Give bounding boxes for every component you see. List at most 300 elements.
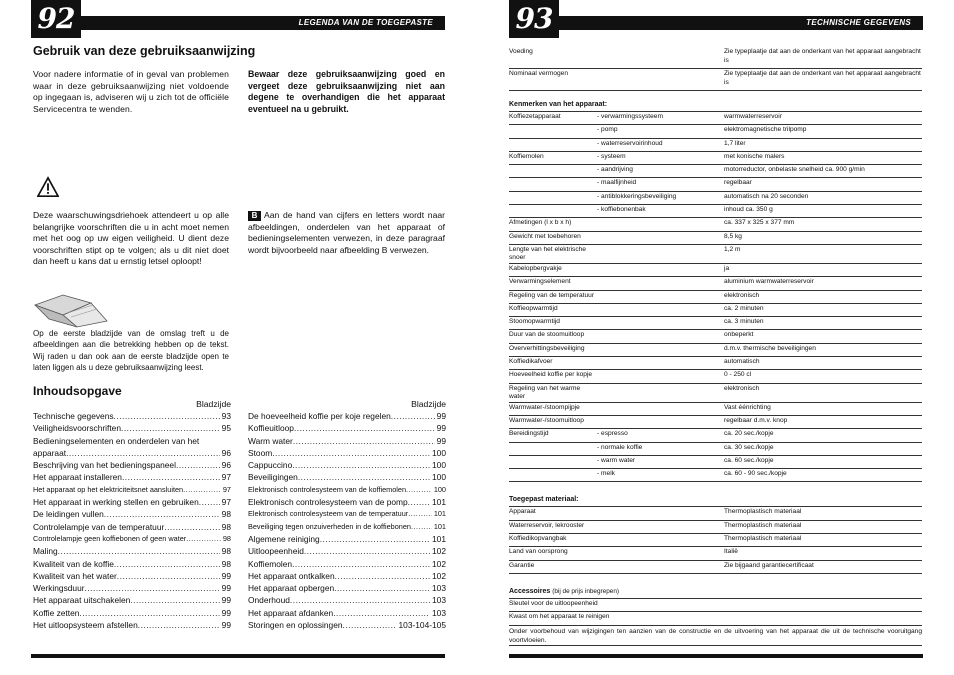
toc-entry-title: Beveiligingen [248, 472, 298, 483]
toc-leader-dots [290, 594, 430, 606]
spec-value: inhoud ca. 350 g [724, 206, 773, 214]
spec-label [509, 444, 597, 455]
spec-label [509, 126, 597, 137]
toc-entry-title: De leidingen vullen [33, 509, 104, 520]
toc-leader-dots [66, 447, 220, 459]
toc-entry-title: Kwaliteit van de koffie [33, 558, 114, 569]
spec-label: Warmwater-/stoomuitloop [509, 416, 584, 424]
accessories-title [509, 574, 922, 599]
toc-entry-title: Beveiliging tegen onzuiverheden in de koffiebonen [248, 521, 411, 531]
toc-entry-page: 95 [221, 423, 231, 434]
toc-entry-page: 101 [433, 509, 446, 519]
spec-value: Thermoplastisch materiaal [724, 508, 802, 516]
accessory-item: Sleutel voor de uitloopeenheid [509, 599, 598, 607]
spec-sublabel [597, 318, 724, 329]
spec-label: Gewicht met toebehoren [509, 232, 581, 240]
spec-value: automatisch [724, 358, 760, 366]
toc-entry-title: Het apparaat op het elektriciteitsnet aansluiten [33, 484, 184, 494]
toc-entry-title: Elektronisch controlesysteem van de koffiemolen [248, 484, 407, 494]
toc-entry-title: Controlelampje geen koffiebonen of geen water [33, 533, 187, 543]
toc-entry [33, 471, 231, 483]
spec-value: 0 - 250 cl [724, 371, 752, 379]
spec-row [509, 232, 922, 245]
accessory-item: Kwast om het apparaat te reinigen [509, 613, 610, 621]
toc-entry-page: 98 [221, 558, 231, 569]
toc-leader-dots [320, 533, 430, 545]
spec-label: Regeling van de temperatuur [509, 291, 595, 299]
toc-leader-dots [304, 545, 430, 557]
toc-entry [248, 558, 446, 570]
spec-sublabel: - maalfijnheid [597, 179, 637, 187]
toc-leader-dots [343, 619, 397, 631]
toc-entry-page: 103 [432, 595, 446, 606]
toc-leader-dots [292, 558, 430, 570]
accessories-note: (bij de prijs inbegrepen) [552, 587, 620, 595]
spec-value: motorreductor, onbelaste snelheid ca. 900 g/min [724, 166, 865, 174]
toc-leader-dots [114, 558, 220, 570]
spec-row [509, 277, 922, 290]
toc-entry-page: 98 [221, 521, 231, 532]
spec-value: d.m.v. thermische beveiligingen [724, 344, 816, 352]
spec-row [509, 561, 922, 574]
spec-row [509, 330, 922, 343]
spec-sublabel: - koffiebonenbak [597, 206, 646, 214]
intro-paragraph: Voor nadere informatie of in geval van problemen waar in deze gebruiksaanwijzing niet voldoende op ingegaan is, adviseren wij u zich tot de officiële Servicecentra te wenden. [33, 69, 229, 114]
toc-leader-dots [199, 496, 220, 508]
toc-entry-title: De hoeveelheid koffie per koje regelen [248, 411, 391, 421]
spec-row [509, 370, 922, 383]
toc-entry [248, 447, 446, 459]
accessory-row [509, 612, 922, 625]
toc-leader-dots [104, 508, 220, 520]
toc-entry-page: 99 [436, 423, 446, 434]
toc-entry-title: Het apparaat in werking stellen en gebruiken [33, 497, 199, 508]
spec-label: Koffiedikopvangbak [509, 535, 567, 543]
spec-row [509, 152, 922, 165]
toc-leader-dots [391, 410, 435, 422]
accessories-heading: Accessoires [509, 587, 551, 595]
toc-entry-title: Controlelampje van de temperatuur [33, 521, 165, 532]
spec-value: 1,2 m [724, 245, 741, 253]
spec-row [509, 403, 922, 416]
toc-leader-dots [117, 570, 220, 582]
spec-row [509, 384, 922, 403]
spec-row [509, 534, 922, 547]
toc-leader-dots [85, 582, 220, 594]
toc-entry [248, 582, 446, 594]
toc-entry-page: 101 [433, 521, 446, 531]
spec-label [509, 193, 597, 204]
toc-entry-title: Koffiemolen [248, 558, 293, 569]
spec-label: Koffiemolen [509, 152, 544, 160]
spec-label: Warmwater-/stoompijpje [509, 403, 580, 411]
spec-value: Vast éénrichting [724, 403, 771, 411]
toc-entry-page: 96 [221, 447, 231, 458]
spec-sublabel [597, 358, 724, 369]
spec-row [509, 317, 922, 330]
spec-row [509, 178, 922, 191]
spec-label: Land van oorsprong [509, 548, 568, 556]
spec-value: ca. 20 sec./kopje [724, 430, 774, 438]
toc-leader-dots [335, 570, 430, 582]
spec-sublabel [597, 417, 724, 428]
toc-entry-title: Koffieuitloop [248, 423, 294, 434]
toc-entry-title: Het apparaat opbergen [248, 583, 335, 594]
toc-entry [33, 508, 231, 520]
spec-row [509, 357, 922, 370]
toc-entry-title: Het apparaat uitschakelen [33, 595, 131, 606]
toc-entry-title: Werkingsduur [33, 583, 85, 594]
spec-row [509, 443, 922, 456]
toc-entry-page: 96 [221, 460, 231, 471]
spec-label: Waterreservoir, lekrooster [509, 521, 585, 529]
spec-sublabel [597, 219, 724, 230]
spec-sublabel: - melk [597, 470, 615, 478]
right-page-number: 93 [509, 0, 559, 38]
spec-row [509, 205, 922, 218]
left-page-number: 92 [31, 0, 81, 38]
spec-value: automatisch na 20 seconden [724, 192, 809, 200]
toc-leader-dots [164, 521, 219, 533]
spec-label [509, 140, 597, 151]
toc-entry [33, 570, 231, 582]
spec-row [509, 192, 922, 205]
toc-leader-dots [411, 521, 432, 533]
spec-value: regelbaar d.m.v. knop [724, 416, 788, 424]
accessory-row [509, 599, 922, 612]
toc-entry-title: Het apparaat afdanken [248, 607, 334, 618]
spec-label: Apparaat [509, 508, 536, 516]
toc-entry-title: Het uitloopsysteem afstellen [33, 620, 138, 631]
spec-sublabel [597, 265, 724, 276]
toc-entry-title: Kwaliteit van het water [33, 570, 117, 581]
toc-entry-title: Cappuccino [248, 460, 293, 471]
toc-entry-page: 97 [221, 472, 231, 483]
cover-paragraph: Op de eerste bladzijde van de omslag treft u de afbeeldingen aan die betrekking hebben op de tekst. Wij raden u dan ook aan de eerste bladzijde open te laten liggen als u deze gebruiksaanwijzing leest. [33, 329, 229, 372]
toc-leader-dots [79, 607, 219, 619]
toc-entry [248, 570, 446, 582]
spec-label: Koffiezetapparaat [509, 113, 561, 120]
toc-leader-dots [406, 484, 432, 496]
toc-entry [248, 484, 446, 496]
toc-entry [33, 533, 231, 545]
spec-sublabel: - normale koffie [597, 443, 643, 451]
toc-entry-page: 100 [432, 447, 446, 458]
toc-entry-title: Koffie zetten [33, 607, 80, 618]
reference-text: Aan de hand van cijfers en letters wordt naar afbeeldingen, onderdelen van het apparaat of bedieningselementen verwezen, in deze paragraaf wordt bijvoorbeeld naar afbeelding B verwezen. [248, 210, 445, 255]
spec-value: Zie typeplaatje dat aan de onderkant van het apparaat aangebracht is [724, 70, 921, 86]
spec-label [509, 179, 597, 190]
toc-entry-page: 102 [432, 570, 446, 581]
spec-label [509, 457, 597, 468]
left-footer-rule [31, 654, 445, 658]
spec-sublabel [597, 345, 724, 356]
spec-row [509, 456, 922, 469]
spec-sublabel: - waterreservoirinhoud [597, 139, 663, 147]
toc-leader-dots [114, 410, 220, 422]
spec-sublabel [597, 292, 724, 303]
toc-entry [33, 607, 231, 619]
toc-entry-title: Bedieningselementen en onderdelen van het [33, 435, 200, 446]
toc-entry-page: 99 [436, 435, 446, 446]
toc-entry-title: Stoom [248, 447, 273, 458]
spec-value: 1,7 liter [724, 139, 746, 147]
spec-value: ca. 30 sec./kopje [724, 443, 774, 451]
spec-label: Regeling van het warme water [509, 384, 581, 401]
toc-entry-title: apparaat [33, 447, 67, 458]
spec-label: Afmetingen (l x b x h) [509, 219, 572, 227]
spec-row [509, 139, 922, 152]
toc-leader-dots [292, 459, 430, 471]
toc-entry-page: 97 [221, 497, 231, 508]
spec-sublabel [597, 331, 724, 342]
warning-paragraph: Deze waarschuwingsdriehoek attendeert u op alle belangrijke voorschriften die u in acht moet nemen met het oog op uw eigen veiligheid. U dient deze voorschriften stipt op te volgen; als u dit niet doet dan heeft u kans dat u ernstig letsel oploopt! [33, 210, 229, 266]
spec-sublabel: - espresso [597, 430, 628, 438]
right-header-bar: TECHNISCHE GEGEVENS [509, 16, 923, 30]
toc-entry [248, 410, 446, 422]
spec-sublabel: - warm water [597, 456, 636, 464]
toc-leader-dots [293, 435, 435, 447]
spec-value: warmwaterreservoir [724, 113, 782, 120]
toc-entry [248, 496, 446, 508]
spec-footnote: Onder voorbehoud van wijzigingen ten aanzien van de constructie en de uitvoering van het apparaat die uit de technische vooruitgang voortvloeien. [509, 627, 922, 644]
toc-entry-title: Veiligheidsvoorschriften [33, 423, 121, 434]
toc-leader-dots [58, 545, 220, 557]
spec-value: Italië [724, 548, 738, 556]
keep-notice: Bewaar deze gebruiksaanwijzing goed en vergeet deze gebruiksaanwijzing niet aan degene te overhandigen die het apparaat eventueel na u gebruikt. [248, 69, 445, 114]
open-booklet-icon [33, 291, 109, 329]
spec-label: Oververhittingsbeveiliging [509, 344, 585, 352]
reference-paragraph [248, 210, 445, 256]
spec-sublabel: - systeem [597, 152, 626, 160]
spec-value: Thermoplastisch materiaal [724, 535, 802, 543]
toc-entry-page: 100 [432, 460, 446, 471]
toc-entry-page: 93 [221, 411, 231, 421]
spec-sublabel [597, 385, 724, 402]
toc-entry [33, 410, 231, 422]
spec-label [509, 206, 597, 217]
spec-row [509, 291, 922, 304]
spec-value: Thermoplastisch materiaal [724, 521, 802, 529]
toc-entry-title: Het apparaat installeren [33, 472, 122, 483]
spec-value: onbeperkt [724, 331, 754, 339]
spec-value: ca. 337 x 325 x 377 mm [724, 219, 795, 227]
toc-leader-dots [334, 582, 430, 594]
spec-value: Zie bijgaand garantiecertificaat [724, 561, 814, 569]
toc-entry [33, 447, 231, 459]
toc-entry [248, 521, 446, 533]
toc-entry-page: 100 [432, 472, 446, 483]
toc-page-label: Bladzijde [196, 399, 231, 409]
right-footer-rule [509, 654, 923, 658]
toc-entry-title: Onderhoud [248, 595, 290, 606]
toc-entry-page: 102 [432, 558, 446, 569]
toc-entry [248, 471, 446, 483]
spec-value: ca. 60 sec./kopje [724, 456, 774, 464]
spec-value: ja [724, 264, 730, 272]
toc-entry [33, 619, 231, 631]
toc-entry-page: 103 [432, 607, 446, 618]
toc-entry [33, 459, 231, 471]
spec-sublabel [597, 278, 724, 289]
spec-label: Duur van de stoomuitloop [509, 331, 585, 339]
toc-leader-dots [183, 484, 221, 496]
spec-row [509, 507, 922, 520]
spec-sublabel [597, 246, 724, 263]
toc-entry [33, 545, 231, 557]
spec-label: Nominaal vermogen [509, 70, 569, 77]
spec-value: ca. 60 - 90 sec./kopje [724, 470, 787, 478]
spec-row [509, 245, 922, 264]
toc-leader-dots [272, 447, 430, 459]
spec-row [509, 264, 922, 277]
spec-row [509, 344, 922, 357]
spec-label: Kabelopbergvakje [509, 264, 562, 272]
toc-entry-title: Het apparaat ontkalken [248, 570, 335, 581]
spec-label: Garantie [509, 561, 535, 569]
toc-column-2 [248, 398, 446, 631]
spec-sublabel: - antiblokkeringsbeveiliging [597, 192, 677, 200]
toc-leader-dots [138, 619, 220, 631]
toc-entry-title: Warm water [248, 435, 293, 446]
toc-entry-page: 99 [221, 595, 231, 606]
toc-entry [248, 533, 446, 545]
spec-value: met konische malers [724, 152, 785, 160]
toc-entry-title: Uitloopeenheid [248, 546, 304, 557]
spec-row [509, 165, 922, 178]
spec-label [509, 470, 597, 481]
toc-entry-title: Storingen en oplossingen [248, 620, 343, 631]
toc-page-label: Bladzijde [411, 399, 446, 409]
spec-row [509, 521, 922, 534]
spec-value: aluminium warmwaterreservoir [724, 278, 814, 286]
spec-value: elektronisch [724, 291, 760, 299]
spec-row [509, 547, 922, 560]
toc-entry-page: 99 [221, 620, 231, 631]
toc-leader-dots [121, 422, 220, 434]
toc-entry [248, 435, 446, 447]
spec-value: elektronisch [724, 384, 760, 392]
spec-value: 8,5 kg [724, 232, 742, 240]
spec-label: Voeding [509, 48, 533, 55]
toc-entry-title: Algemene reiniging [248, 533, 320, 544]
toc-entry-page: 101 [432, 533, 446, 544]
toc-entry-page: 103 [432, 583, 446, 594]
spec-row [509, 429, 922, 442]
toc-entry [248, 422, 446, 434]
toc-entry-page: 102 [432, 546, 446, 557]
warning-triangle-icon [37, 176, 59, 198]
toc-leader-dots [294, 422, 435, 434]
spec-value: ca. 2 minuten [724, 304, 764, 312]
toc-leader-dots [176, 459, 220, 471]
spec-sublabel [597, 404, 724, 415]
spec-row [509, 416, 922, 429]
toc-entry-title: Elektronisch controlesysteem van de temperatuur [248, 509, 409, 519]
toc-entry-page: 98 [222, 533, 231, 543]
spec-row [509, 125, 922, 138]
toc-column-1 [33, 398, 231, 631]
toc-entry-page: 99 [221, 583, 231, 594]
spec-label: Koffiedikafvoer [509, 358, 553, 366]
toc-entry-title: Beschrijving van het bedieningspaneel [33, 460, 176, 471]
spec-table [509, 47, 922, 646]
toc-entry [33, 521, 231, 533]
toc-entry [33, 435, 231, 447]
toc-entry-page: 98 [221, 509, 231, 520]
toc-entry-title: Technische gegevens [33, 411, 114, 421]
toc-entry-page: 99 [436, 411, 446, 421]
spec-sublabel: - verwarmingssysteem [597, 113, 663, 120]
toc-entry [33, 422, 231, 434]
b-badge: B [248, 211, 261, 221]
spec-label: Hoeveelheid koffie per kopje [509, 371, 593, 379]
left-header-bar: LEGENDA VAN DE TOEGEPASTE [31, 16, 445, 30]
toc-leader-dots [408, 508, 432, 520]
usage-title: Gebruik van deze gebruiksaanwijzing [33, 44, 256, 58]
toc-leader-dots [186, 533, 221, 545]
toc-entry [33, 582, 231, 594]
spec-label [509, 166, 597, 177]
spec-value: elektromagnetische trilpomp [724, 126, 807, 134]
toc-entry [248, 619, 446, 631]
toc-entry [248, 607, 446, 619]
toc-leader-dots [130, 594, 219, 606]
spec-row [509, 218, 922, 231]
spec-value: regelbaar [724, 179, 752, 187]
spec-label: Stoomopwarmtijd [509, 318, 560, 326]
materials-title: Toegepast materiaal: [509, 482, 922, 507]
toc-entry [33, 558, 231, 570]
toc-entry-page: 101 [432, 497, 446, 508]
spec-row [509, 112, 922, 125]
spec-row [509, 69, 922, 91]
toc-entry-page: 99 [221, 607, 231, 618]
spec-label: Verwarmingselement [509, 278, 571, 286]
toc-entry [248, 459, 446, 471]
spec-row [509, 304, 922, 317]
spec-value: ca. 3 minuten [724, 318, 764, 326]
toc-leader-dots [333, 607, 430, 619]
spec-sublabel: - pomp [597, 126, 618, 134]
toc-entry-page: 97 [222, 484, 231, 494]
spec-row [509, 47, 922, 69]
toc-entry [248, 594, 446, 606]
toc-entry [33, 594, 231, 606]
toc-entry-page: 100 [433, 484, 446, 494]
spec-value: Zie typeplaatje dat aan de onderkant van het apparaat aangebracht is [724, 48, 921, 64]
toc-entry-page: 99 [221, 570, 231, 581]
spec-sublabel [597, 371, 724, 382]
toc-entry [248, 545, 446, 557]
spec-sublabel [597, 233, 724, 244]
toc-entry [33, 484, 231, 496]
toc-title: Inhoudsopgave [33, 384, 122, 398]
spec-sublabel [597, 305, 724, 316]
toc-leader-dots [122, 471, 220, 483]
toc-entry-title: Maling [33, 546, 58, 557]
toc-leader-dots [298, 471, 430, 483]
toc-entry-page: 98 [221, 546, 231, 557]
toc-entry [33, 496, 231, 508]
spec-row [509, 469, 922, 482]
features-title: Kenmerken van het apparaat: [509, 91, 922, 112]
spec-sublabel: - aandrijving [597, 166, 633, 174]
toc-leader-dots [408, 496, 430, 508]
spec-label: Bereidingstijd [509, 430, 549, 438]
toc-entry-page: 103-104-105 [398, 620, 446, 631]
toc-entry-title: Elektronisch controlesysteem van de pomp [248, 497, 408, 508]
